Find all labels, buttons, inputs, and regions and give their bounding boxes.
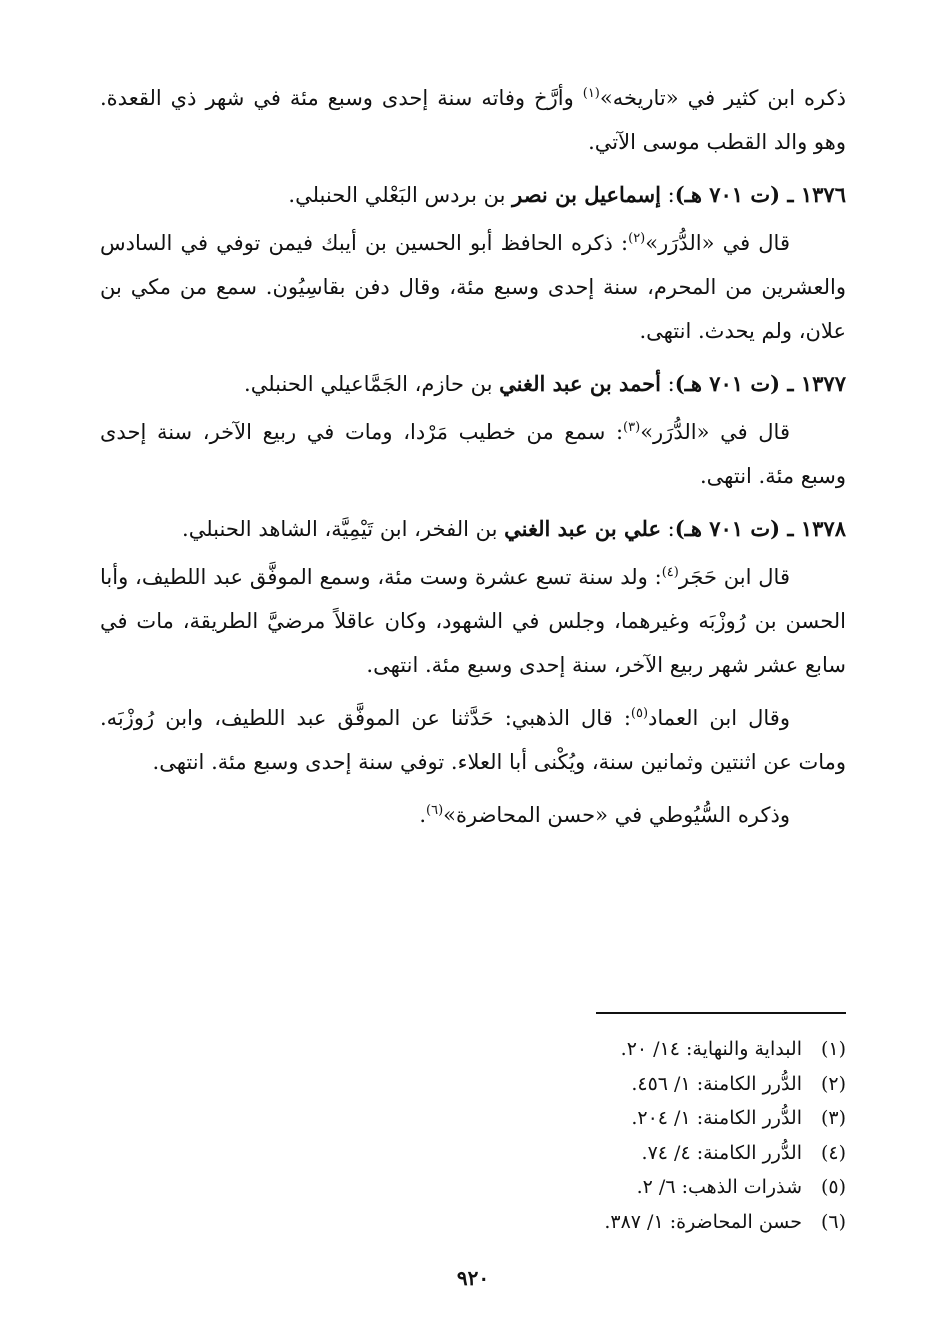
footnote-number: (٥) (820, 1176, 846, 1198)
paragraph-text: وقال ابن العماد (648, 706, 790, 730)
footnote-text: حسن المحاضرة: ١/ ٣٨٧. (604, 1210, 802, 1233)
footnote-number: (١) (820, 1038, 846, 1060)
footnote-number: (٤) (820, 1141, 846, 1164)
footnote-ref-1[interactable]: (١) (582, 86, 600, 101)
footnote-item (100, 1136, 846, 1171)
death-date: (ت ٧٠١ هـ) (674, 516, 781, 541)
paragraph-text: قال في «الدُّرَر» (645, 231, 790, 255)
page-body (100, 76, 846, 1306)
footnote-ref-4[interactable]: (٤) (661, 565, 679, 580)
footnote-ref-6[interactable]: (٦) (426, 803, 444, 818)
entry-name: إسماعيل بن نصر (512, 182, 661, 207)
paragraph-text: : سمع من خطيب مَرْدا، ومات في ربيع الآخر، سنة إحدى وسبع مئة. انتهى. (100, 420, 846, 488)
paragraph-ibn-hajar (100, 555, 846, 687)
entry-number: ١٣٧٦ (800, 182, 846, 207)
entry-separator: ـ (780, 182, 801, 207)
footnote-item (100, 1170, 846, 1205)
paragraph-text: وأرَّخ وفاته سنة إحدى وسبع مئة في شهر ذي القعدة. وهو والد القطب موسى الآتي. (100, 86, 846, 154)
entry-separator: ـ (780, 516, 801, 541)
paragraph-text: : قال الذهبي: حَدَّثنا عن الموفَّق عبد اللطيف، وابن رُوزْبَه. ومات عن اثنتين وثمانين سنة، ويُكْنى أبا العلاء. توفي سنة إحدى وسبع مئة. انتهى. (100, 706, 846, 774)
paragraph-ibn-al-imad (100, 696, 846, 784)
entry-1376 (100, 173, 846, 217)
footnote-number: (٦) (820, 1210, 846, 1233)
footnote-text: شذرات الذهب: ٦/ ٢. (636, 1176, 802, 1198)
entry-separator: ـ (780, 371, 801, 396)
paragraph-durar-1376 (100, 221, 846, 353)
footnote-item (100, 1205, 846, 1240)
footnote-item (100, 1032, 846, 1067)
entry-colon: : (660, 372, 675, 396)
paragraph-text: قال في «الدُّرَر» (640, 420, 790, 444)
page-number: ٩٢٠ (456, 1266, 490, 1290)
entry-rest: بن حازم، الجَمَّاعيلي الحنبلي. (244, 372, 500, 396)
footnote-list (100, 1032, 846, 1239)
footnote-ref-2[interactable]: (٢) (628, 231, 646, 246)
entry-name: أحمد بن عبد الغني (499, 371, 661, 396)
paragraph-text: . (419, 803, 427, 827)
death-date: (ت ٧٠١ هـ) (674, 182, 781, 207)
paragraph-text: : ذكره الحافظ أبو الحسين بن أيبك فيمن توفي في السادس والعشرين من المحرم، سنة إحدى وسبع مئة، وقال دفن بقاسِيُون. سمع من مكي بن علان، ولم يحدث. انتهى. (100, 231, 846, 343)
entry-colon: : (660, 183, 675, 207)
entry-number: ١٣٧٨ (800, 516, 846, 541)
footnote-text: الدُّرر الكامنة: ١/ ٤٥٦. (631, 1072, 802, 1095)
death-date: (ت ٧٠١ هـ) (674, 371, 781, 396)
footnote-item (100, 1101, 846, 1136)
entry-1377 (100, 362, 846, 406)
paragraph-text: : ولد سنة تسع عشرة وست مئة، وسمع الموفَّق عبد اللطيف، وأبا الحسن بن رُوزْبَه وغيرهما، وجلس في الشهود، وكان عاقلاً مرضيَّ الطريقة، مات في سابع عشر شهر ربيع الآخر، سنة إحدى وسبع مئة. انتهى. (100, 565, 846, 677)
paragraph-suyuti (100, 793, 846, 837)
paragraph-durar-1377 (100, 410, 846, 498)
footnote-number: (٢) (820, 1072, 846, 1095)
entry-name: علي بن عبد الغني (504, 516, 661, 541)
footnote-ref-3[interactable]: (٣) (623, 420, 641, 435)
footnote-divider (596, 1012, 846, 1014)
paragraph-ibn-kathir (100, 76, 846, 164)
footnote-ref-5[interactable]: (٥) (630, 706, 649, 721)
footnote-text: البداية والنهاية: ١٤/ ٢٠. (620, 1038, 802, 1060)
entry-number: ١٣٧٧ (800, 371, 846, 396)
entry-rest: بن الفخر، ابن تَيْمِيَّة، الشاهد الحنبلي. (182, 517, 505, 541)
footnote-text: الدُّرر الكامنة: ٤/ ٧٤. (641, 1141, 802, 1164)
entry-colon: : (660, 517, 675, 541)
footnote-number: (٣) (820, 1107, 846, 1129)
footnote-item (100, 1067, 846, 1102)
paragraph-text: ذكره ابن كثير في «تاريخه» (599, 86, 846, 110)
entry-rest: بن بردس البَعْلي الحنبلي. (288, 183, 513, 207)
entry-1378 (100, 507, 846, 551)
footnote-text: الدُّرر الكامنة: ١/ ٢٠٤. (631, 1107, 802, 1129)
paragraph-text: وذكره السُّيُوطي في «حسن المحاضرة» (443, 803, 790, 827)
paragraph-text: قال ابن حَجَر (678, 565, 790, 589)
